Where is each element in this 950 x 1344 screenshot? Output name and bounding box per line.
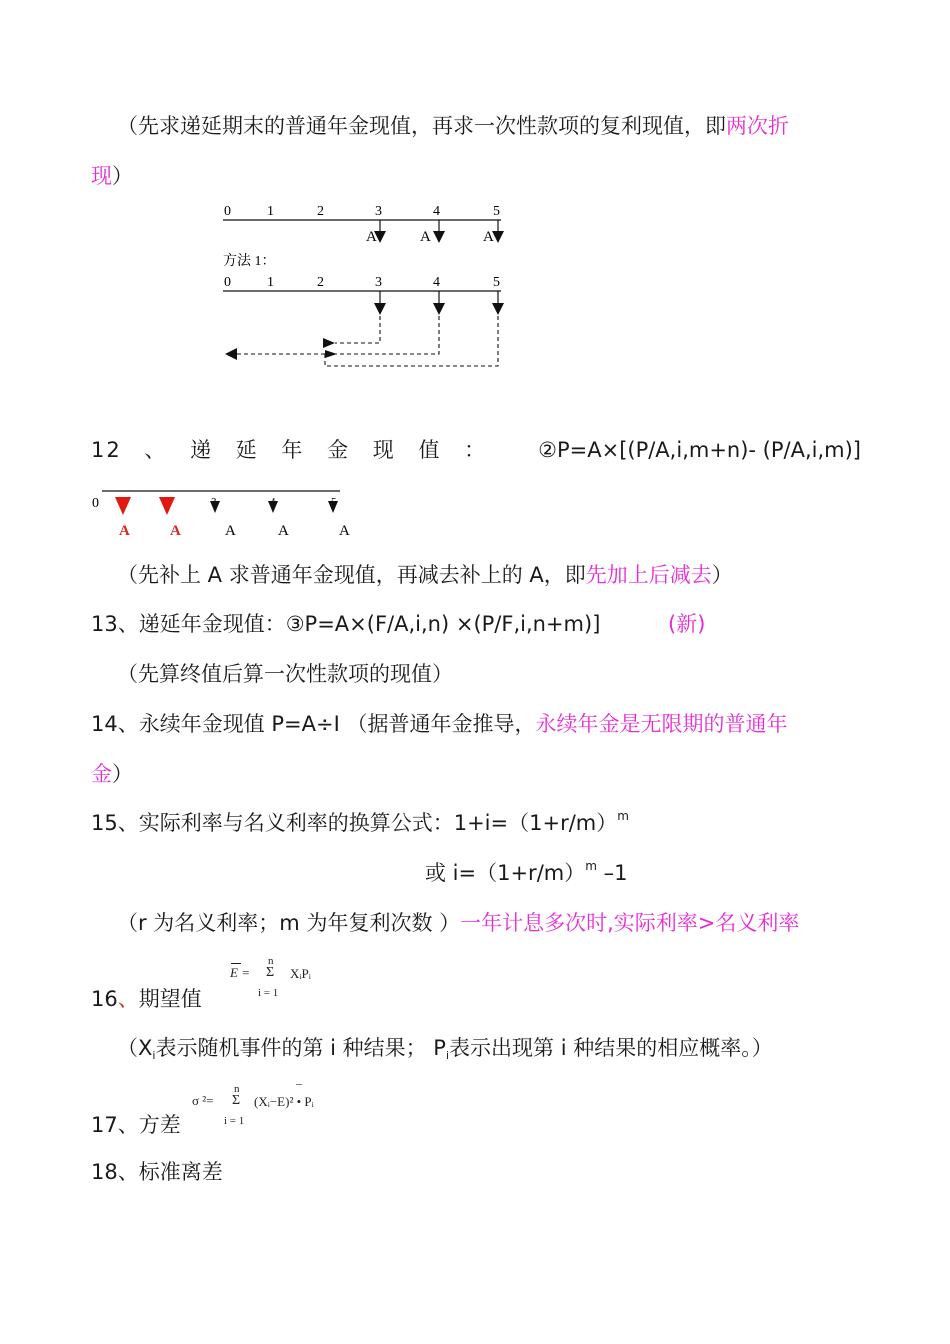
item15-alt <box>425 859 627 890</box>
annuity-arrow <box>420 220 445 245</box>
tick-label: 3 <box>375 275 382 290</box>
tick-label: 4 <box>433 275 440 290</box>
item12-note-close: ） <box>711 563 733 587</box>
item14-cont <box>91 760 133 788</box>
item16-note-close: 表示出现第 i 种结果的相应概率。） <box>449 1036 773 1060</box>
formula-rhs: XᵢPᵢ <box>290 966 311 981</box>
item13-text: 13、递延年金现值：③P=A×(F/A,i,n) ×(P/F,i,n+m)] <box>91 612 601 636</box>
annuity-label: A <box>366 229 377 245</box>
item12-formula: ②P=A×[(P/A,i,m+n)- (P/A,i,m)] <box>538 438 861 462</box>
expected-value-formula <box>230 955 340 1005</box>
annuity-label-red: A <box>170 523 181 539</box>
sum-sign: Σ <box>232 1093 241 1108</box>
highlight-two-discount: 两次折 <box>726 114 789 138</box>
annuity-label: A <box>483 229 494 245</box>
item16-note <box>117 1034 773 1066</box>
annuity-arrow <box>366 220 386 245</box>
variance-formula <box>192 1076 372 1130</box>
tick-label: 0 <box>224 275 231 290</box>
item15-alt-text: 或 i=（1+r/m） <box>425 861 586 885</box>
item15-note-text: （r 为名义利率；m 为年复利次数 ） <box>117 911 461 935</box>
item12-title: 12 、 递 延 年 金 现 值 ： <box>91 438 488 462</box>
item14-heading <box>91 710 788 738</box>
formula-lhs: E = <box>230 965 250 980</box>
sum-bottom: i = 1 <box>224 1115 245 1127</box>
item12-heading <box>91 436 861 464</box>
para-two-discount-text: （先求递延期末的普通年金现值，再求一次性款项的复利现值，即 <box>117 114 726 138</box>
annuity-label-red: A <box>119 523 130 539</box>
item13-heading <box>91 610 600 638</box>
tick-label: 1 <box>267 204 274 219</box>
item14-highlight: 永续年金是无限期的普通年 <box>535 712 788 736</box>
highlight-two-discount-end: 现 <box>91 164 112 188</box>
item16-note-mid: 表示随机事件的第 i 种结果； P <box>155 1036 446 1060</box>
annuity-label: A <box>339 523 350 539</box>
item16-number: 16 <box>91 987 118 1011</box>
tick-label: 5 <box>493 275 500 290</box>
method-label: 方法 1： <box>223 254 276 269</box>
sum-sign: Σ <box>266 965 275 980</box>
item16-note-sub1: i <box>152 1049 156 1062</box>
item13-tag: (新) <box>668 612 706 636</box>
para-two-discount-cont <box>91 162 133 190</box>
item16-separator: 、 <box>117 987 139 1011</box>
tick-label: 2 <box>317 275 324 290</box>
formula-bar: – <box>296 1076 302 1090</box>
sum-top: n <box>234 1083 240 1095</box>
item14-text: 14、永续年金现值 P=A÷I （据普通年金推导， <box>91 712 536 736</box>
tick-label: 0 <box>92 496 99 511</box>
item16-title: 期望值 <box>138 987 202 1011</box>
black-arrow <box>328 501 338 513</box>
tick-label: 3 <box>375 204 382 219</box>
tick-label: 4 <box>433 204 440 219</box>
item15-alt-exponent: m <box>585 859 597 873</box>
item13-note: （先算终值后算一次性款项的现值） <box>117 662 453 686</box>
item14-highlight-end: 金 <box>91 762 112 786</box>
item16-note-sub2: i <box>445 1049 450 1062</box>
item14-close: ） <box>112 762 133 786</box>
item15-alt-close: –1 <box>596 861 628 885</box>
item18-heading: 18、标准离差 <box>91 1160 223 1184</box>
tick-label: 2 <box>317 204 324 219</box>
timeline-1 <box>223 204 504 245</box>
item16-note-open: （X <box>117 1036 153 1060</box>
item15-exponent: m <box>617 809 629 823</box>
sum-bottom: i = 1 <box>258 987 279 999</box>
tick-label: 0 <box>224 204 231 219</box>
annuity-label: A <box>225 523 236 539</box>
item16-heading <box>91 985 202 1013</box>
timeline-diagram <box>215 195 515 375</box>
annuity-label: A <box>278 523 289 539</box>
item15-note <box>117 909 799 937</box>
annuity-label: A <box>420 229 431 245</box>
item15-note-highlight: 一年计息多次时,实际利率>名义利率 <box>460 911 800 935</box>
timeline-12 <box>88 485 358 540</box>
formula-lhs-bar <box>231 963 241 964</box>
item17-heading: 17、方差 <box>91 1113 181 1137</box>
annuity-arrow <box>483 220 504 245</box>
discount-path <box>229 316 498 366</box>
para-two-discount-close: ） <box>112 164 133 188</box>
tick-label: 5 <box>493 204 500 219</box>
formula-lhs: σ ²= <box>192 1093 214 1108</box>
method-1-diagram <box>223 252 504 366</box>
item12-note-highlight: 先加上后减去 <box>585 563 712 587</box>
item12-note-text: （先补上 A 求普通年金现值，再减去补上的 A，即 <box>117 563 586 587</box>
sum-top: n <box>268 955 274 967</box>
item15-heading <box>91 809 629 840</box>
item12-note <box>117 561 733 589</box>
para-two-discount <box>117 112 789 140</box>
formula-rhs: (Xᵢ−E)² • Pᵢ <box>254 1094 314 1109</box>
item15-text: 15、实际利率与名义利率的换算公式：1+i=（1+r/m） <box>91 811 618 835</box>
tick-label: 1 <box>267 275 274 290</box>
